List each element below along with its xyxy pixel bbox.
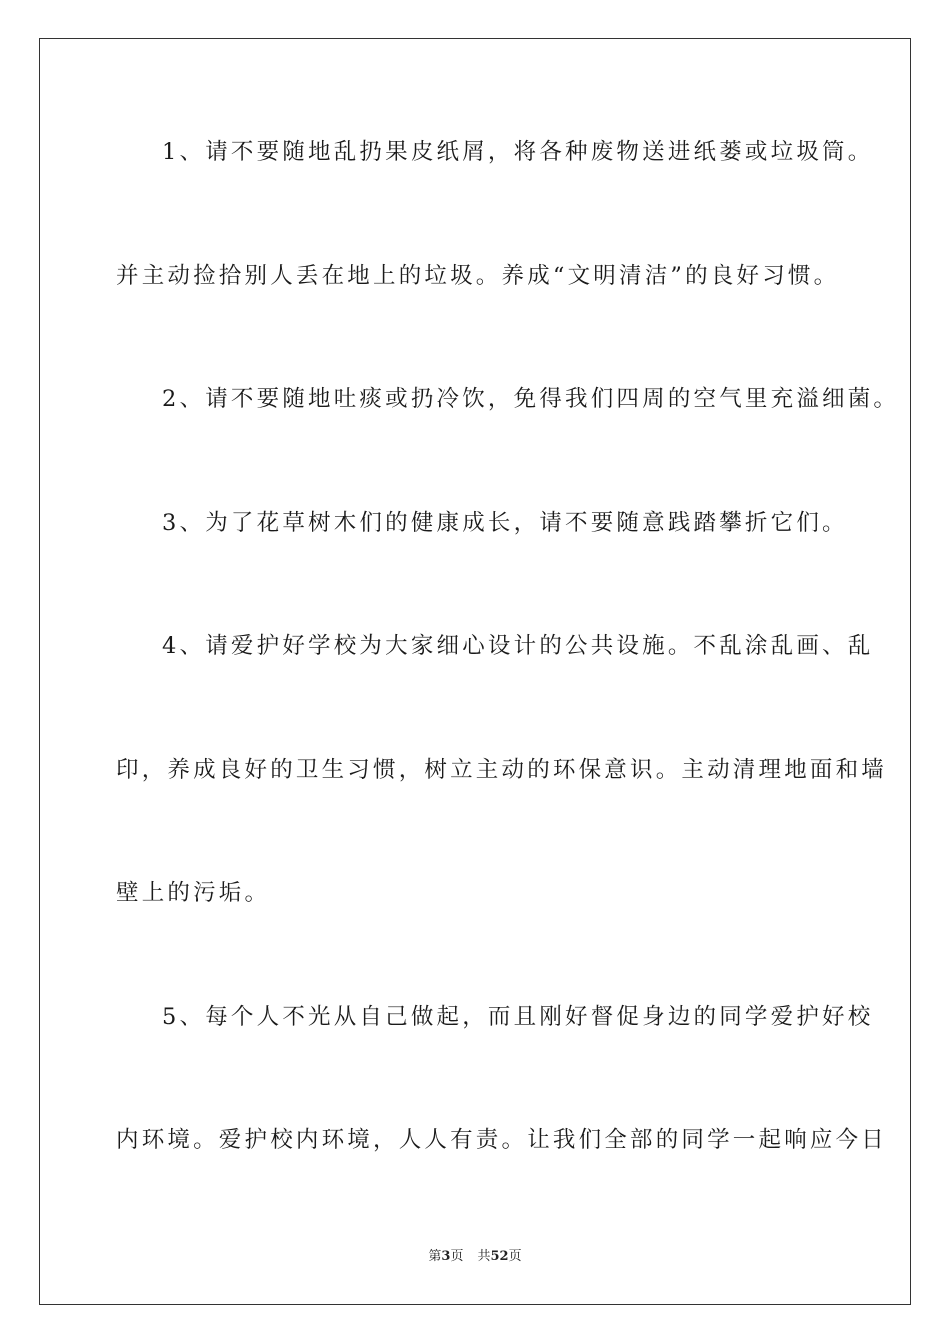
footer-total-pages: 52: [490, 1249, 509, 1264]
paragraph-1-line-1: 1、请不要随地乱扔果皮纸屑，将各种废物送进纸蒌或垃圾筒。: [162, 139, 874, 165]
paragraph-1-line-2: 并主动捡拾别人丢在地上的垃圾。养成“文明清洁”的良好习惯。: [116, 263, 840, 289]
paragraph-4-line-2: 印，养成良好的卫生习惯，树立主动的环保意识。主动清理地面和墙: [116, 757, 888, 783]
paragraph-2-line-1: 2、请不要随地吐痰或扔冷饮，免得我们四周的空气里充溢细菌。: [162, 386, 900, 412]
paragraph-4-line-3: 壁上的污垢。: [116, 880, 271, 906]
footer-total-prefix: 共: [477, 1249, 491, 1264]
paragraph-3-line-1: 3、为了花草树木们的健康成长，请不要随意践踏攀折它们。: [162, 510, 848, 536]
footer-page-number: 3: [441, 1249, 451, 1264]
footer-page-prefix: 第: [428, 1249, 442, 1264]
footer-total-suffix: 页: [508, 1249, 522, 1264]
footer-page-suffix: 页: [450, 1249, 464, 1264]
paragraph-5-line-1: 5、每个人不光从自己做起，而且刚好督促身边的同学爱护好校: [162, 1004, 874, 1030]
page-footer: [0, 1249, 950, 1265]
page-border: [39, 38, 911, 1305]
paragraph-4-line-1: 4、请爱护好学校为大家细心设计的公共设施。不乱涂乱画、乱: [162, 633, 874, 659]
paragraph-5-line-2: 内环境。爱护校内环境，人人有责。让我们全部的同学一起响应今日: [116, 1127, 888, 1153]
